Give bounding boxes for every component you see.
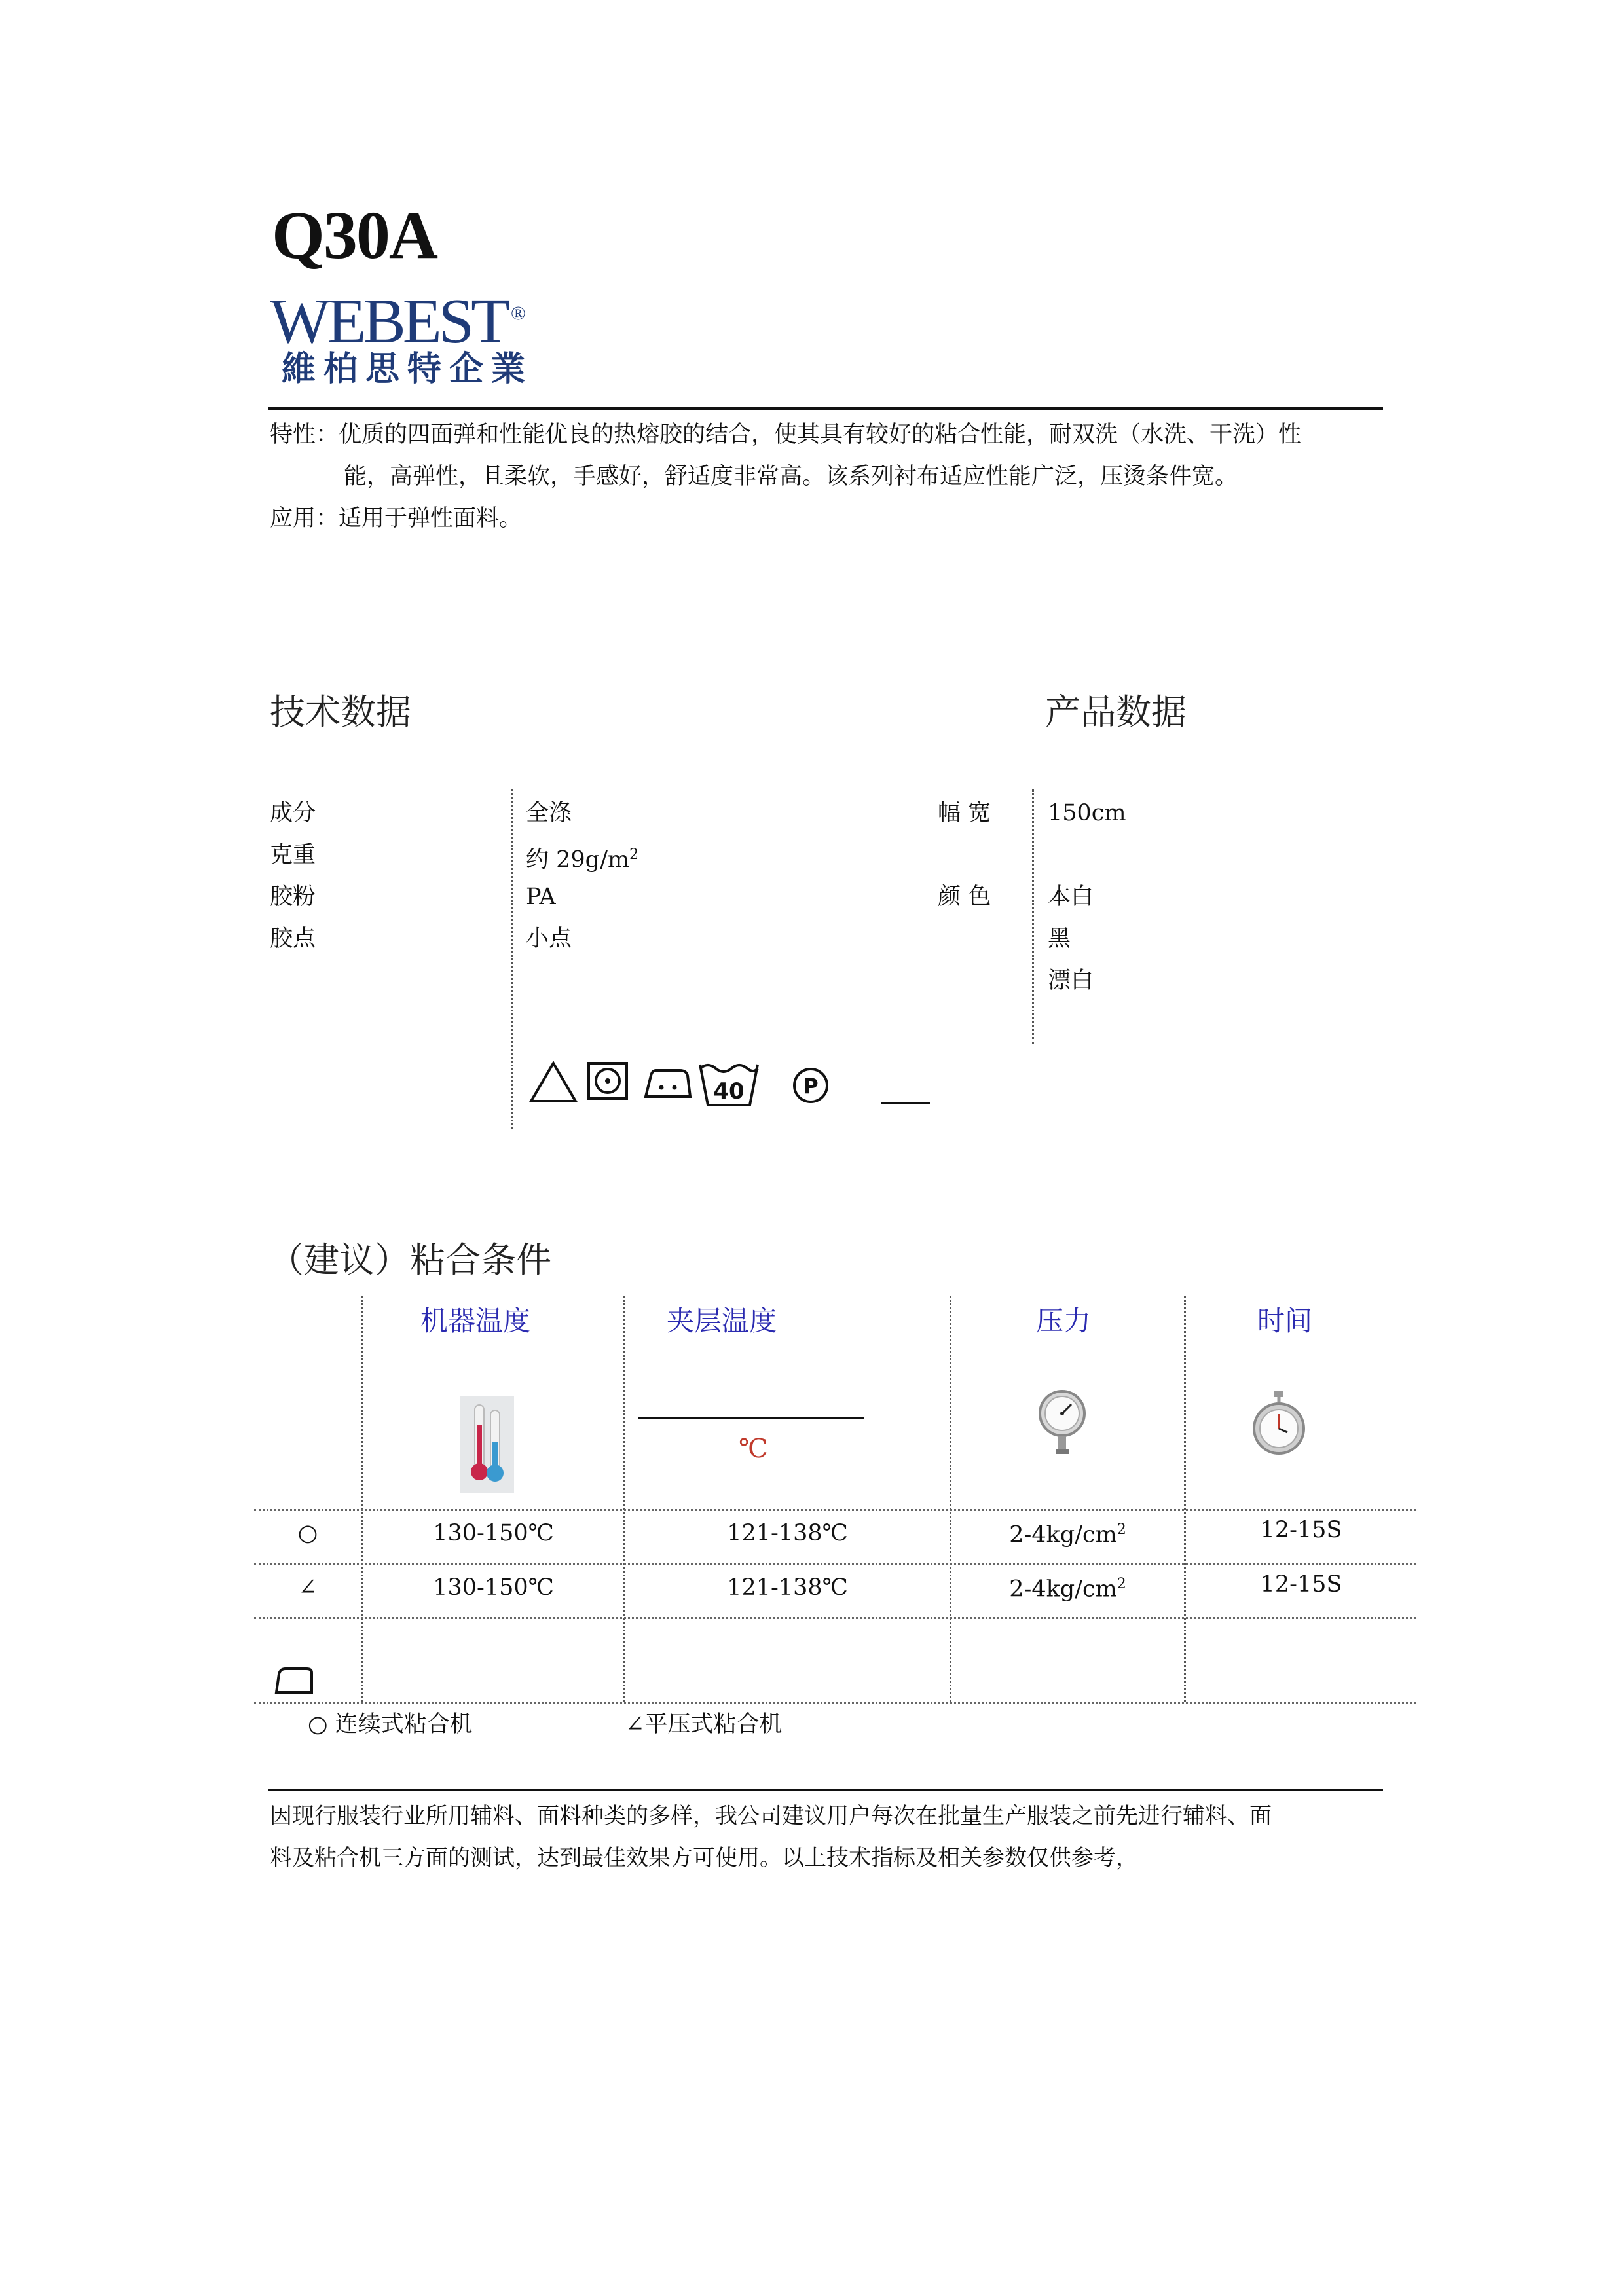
row2-machine-temp: 130-150℃ — [433, 1575, 554, 1601]
row1-pressure — [951, 1509, 1184, 1556]
disclaimer-line2: 料及粘合机三方面的测试，达到最佳效果方可使用。以上技术指标及相关参数仅供参考， — [270, 1845, 1138, 1871]
stopwatch-icon — [1251, 1389, 1307, 1457]
application-line — [270, 498, 522, 539]
header-rule — [268, 407, 1383, 410]
hand-iron-icon — [274, 1666, 314, 1696]
tech-divider — [511, 789, 513, 1129]
weight-value: 约 29g/m — [526, 847, 630, 873]
bonding-col-divider-3 — [950, 1296, 951, 1702]
features-line2: 能，高弹性，且柔软，手感好，舒适度非常高。该系列衬布适应性能广泛，压烫条件宽。 — [344, 464, 1238, 490]
header-machine-temp: 机器温度 — [420, 1305, 531, 1337]
dryclean-p-icon — [791, 1066, 830, 1105]
product-divider — [1032, 789, 1034, 1044]
header-pressure: 压力 — [1036, 1305, 1092, 1337]
row2-layer-temp: 121-138℃ — [727, 1575, 848, 1601]
product-code-title: Q30A — [272, 198, 437, 273]
tech-label-dot: 胶点 — [270, 926, 316, 952]
row2-pressure-value: 2-4kg/cm — [1009, 1576, 1117, 1603]
features-text-1: 优质的四面弹和性能优良的热熔胶的结合，使其具有较好的粘合性能，耐双洗（水洗、干洗）性 — [339, 422, 1302, 448]
application-label: 应用： — [270, 505, 339, 532]
pressure-gauge-icon — [1036, 1385, 1088, 1463]
disclaimer-line1: 因现行服装行业所用辅料、面料种类的多样，我公司建议用户每次在批量生产服装之前先进行辅料、面 — [270, 1803, 1272, 1829]
product-width-value: 150cm — [1048, 800, 1126, 826]
row1-pressure-value: 2-4kg/cm — [1009, 1522, 1117, 1548]
product-color-2: 黑 — [1048, 926, 1071, 952]
header-time: 时间 — [1257, 1305, 1313, 1337]
thermometer-icon — [460, 1396, 514, 1493]
bonding-heading: （建议）粘合条件 — [268, 1239, 551, 1281]
triangle-bleach-icon — [527, 1059, 580, 1105]
features-line1 — [270, 414, 1301, 456]
bonding-row-line-3 — [254, 1617, 1416, 1619]
row1-machine-temp: 130-150℃ — [433, 1520, 554, 1546]
tumble-dry-icon — [586, 1061, 632, 1102]
row2-symbol: ∠ — [298, 1575, 318, 1601]
tech-value-weight — [526, 834, 638, 881]
legend-continuous: ○ 连续式粘合机 — [308, 1711, 473, 1738]
bonding-col-divider-1 — [361, 1296, 363, 1702]
weight-sup: 2 — [629, 847, 639, 863]
legend-flat: ∠平压式粘合机 — [625, 1711, 783, 1738]
layer-temp-blank-line — [638, 1417, 864, 1419]
row1-pressure-sup: 2 — [1116, 1522, 1126, 1538]
tech-value-dot: 小点 — [526, 926, 572, 952]
tech-data-heading: 技术数据 — [270, 691, 411, 733]
application-text: 适用于弹性面料。 — [339, 505, 523, 532]
product-color-1: 本白 — [1048, 884, 1094, 910]
row2-pressure-sup: 2 — [1116, 1576, 1126, 1592]
tech-value-composition: 全涤 — [526, 800, 572, 826]
care-blank-line — [881, 1102, 930, 1104]
product-color-label: 颜 色 — [938, 884, 991, 910]
row1-layer-temp: 121-138℃ — [727, 1520, 848, 1546]
wash-temp-label: 40 — [713, 1078, 745, 1104]
row2-pressure — [951, 1563, 1184, 1611]
product-data-heading: 产品数据 — [1045, 691, 1187, 733]
registered-mark: ® — [510, 302, 526, 324]
product-color-3: 漂白 — [1048, 968, 1094, 994]
dryclean-label: P — [803, 1074, 819, 1099]
header-layer-temp: 夹层温度 — [667, 1305, 777, 1337]
iron-icon — [642, 1064, 694, 1103]
product-width-label: 幅 宽 — [938, 800, 991, 826]
tech-label-weight: 克重 — [270, 842, 316, 868]
features-label: 特性： — [270, 422, 339, 448]
row1-time: 12-15S — [1260, 1517, 1342, 1543]
bonding-col-divider-2 — [623, 1296, 625, 1702]
celsius-label: ℃ — [739, 1434, 768, 1464]
tech-value-adhesive: PA — [526, 884, 556, 910]
webest-logo — [270, 286, 526, 357]
disclaimer-rule — [268, 1789, 1383, 1791]
tech-label-adhesive: 胶粉 — [270, 884, 316, 910]
logo-cn-text: 維柏思特企業 — [282, 350, 534, 389]
row2-time: 12-15S — [1260, 1571, 1342, 1597]
bonding-col-divider-4 — [1184, 1296, 1186, 1702]
tech-label-composition: 成分 — [270, 800, 316, 826]
wash-40-icon — [697, 1059, 760, 1109]
row1-symbol: ○ — [297, 1520, 318, 1546]
logo-en-text: WEBEST — [270, 286, 507, 357]
